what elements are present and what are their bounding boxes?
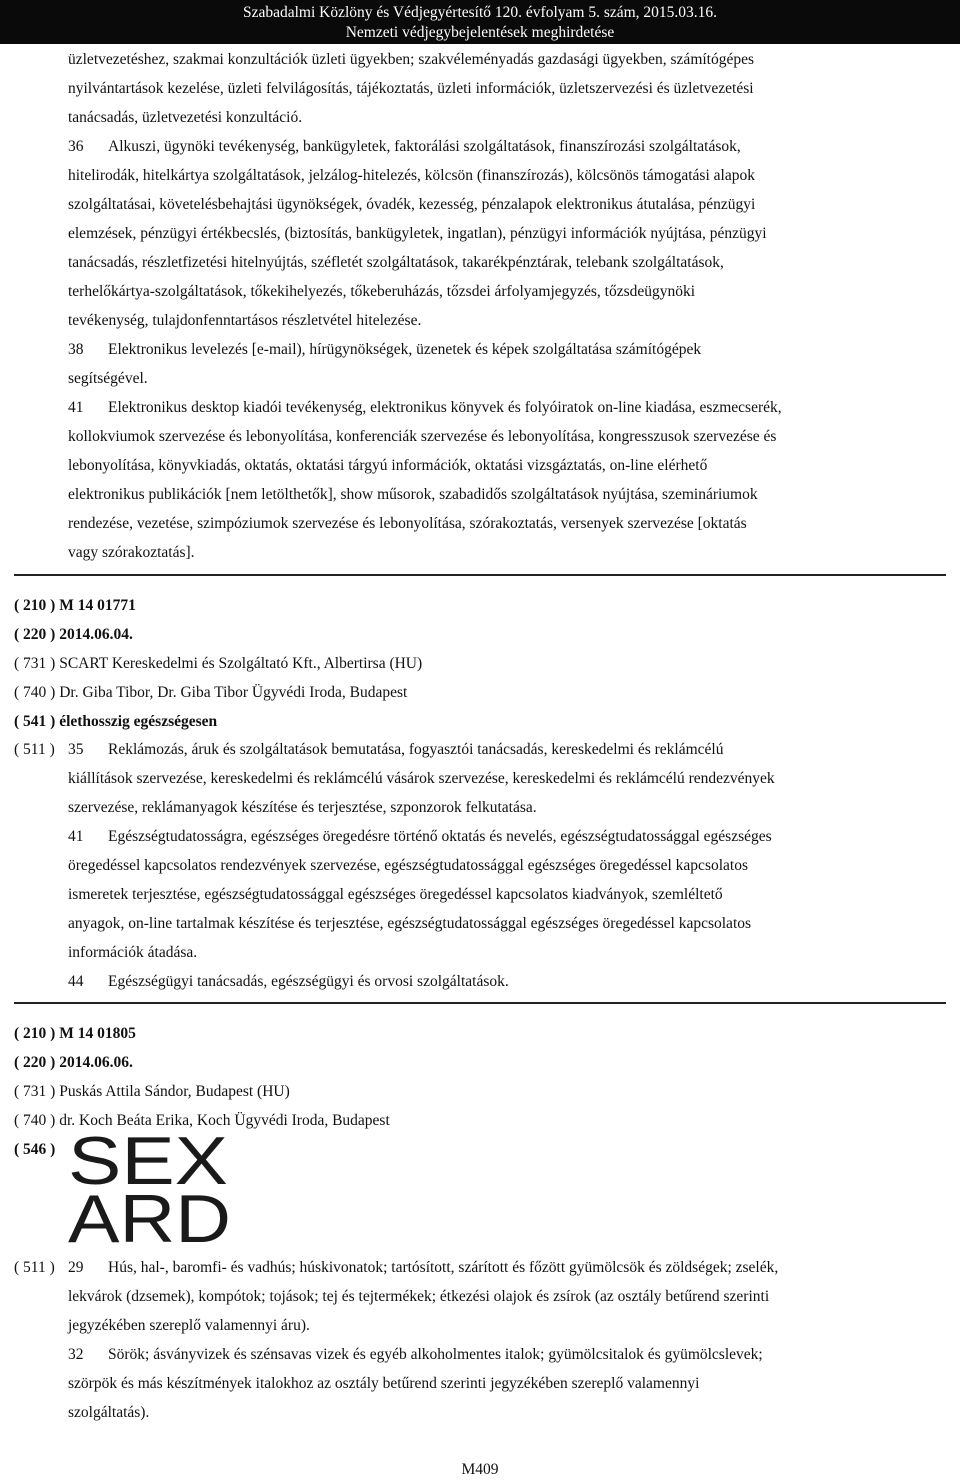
class-text-line: ismeretek terjesztése, egészségtudatossággal egészséges öregedéssel kapcsolatos kiadványok, szemléltető xyxy=(68,886,723,903)
class-text-line: tevékenység, tulajdonfenntartásos részletvétel hitelezése. xyxy=(68,312,422,329)
class-text-line: lebonyolítása, könyvkiadás, oktatás, oktatási tárgyú információk, oktatási vizsgáztatás, on-line elérhető xyxy=(68,457,708,474)
class-text-line: információk átadása. xyxy=(68,944,198,961)
field-511-label: ( 511 ) xyxy=(14,1259,55,1276)
class-text-line: Elektronikus levelezés [e-mail), hírügynökségek, üzenetek és képek szolgáltatása számítógépek xyxy=(108,341,702,358)
field-210: ( 210 ) M 14 01805 xyxy=(14,1025,136,1042)
journal-title: Szabadalmi Közlöny és Védjegyértesítő 120. évfolyam 5. szám, 2015.03.16. xyxy=(242,4,718,21)
class-text-line: vagy szórakoztatás]. xyxy=(68,544,195,561)
class-code: 41 xyxy=(68,399,84,416)
class-text-line: lekvárok (dzsemek), kompótok; tojások; tej és tejtermékek; étkezési olajok és zsírok (az osztály betűrend szerinti xyxy=(68,1288,770,1305)
class-text-line: hitelirodák, hitelkártya szolgáltatások, jelzálog-hitelezés, kölcsön (finanszírozás), kölcsönös támogatási alapok xyxy=(68,167,755,184)
class-text-line: Egészségügyi tanácsadás, egészségügyi és orvosi szolgáltatások. xyxy=(108,973,509,990)
class-text-line: rendezése, vezetése, szimpóziumok szervezése és lebonyolítása, szórakoztatás, versenyek szervezése [oktatás xyxy=(68,515,747,532)
class-text-line: öregedéssel kapcsolatos rendezvények szervezése, egészségtudatossággal egészséges öregedéssel kapcsolatos xyxy=(68,857,748,874)
class-text-line: Reklámozás, áruk és szolgáltatások bemutatása, fogyasztói tanácsadás, kereskedelmi és reklámcélú xyxy=(108,741,724,758)
logo-line-2: ARD xyxy=(68,1181,231,1246)
field-740: ( 740 ) dr. Koch Beáta Erika, Koch Ügyvédi Iroda, Budapest xyxy=(14,1112,390,1129)
class-code: 38 xyxy=(68,341,84,358)
class-text-line: Sörök; ásványvizek és szénsavas vizek és egyéb alkoholmentes italok; gyümölcsitalok és gyümölcslevek; xyxy=(108,1346,763,1363)
field-210: ( 210 ) M 14 01771 xyxy=(14,597,136,614)
field-546: ( 546 ) xyxy=(14,1141,56,1158)
class-text-line: elemzések, pénzügyi értékbecslés, (biztosítás, bankügyletek, ingatlan), pénzügyi információk nyújtása, pénzügyi xyxy=(68,225,767,242)
intro-line: tanácsadás, üzletvezetési konzultáció. xyxy=(68,109,303,126)
class-code: 29 xyxy=(68,1259,84,1276)
class-text-line: terhelőkártya-szolgáltatások, tőkekihelyezés, tőkeberuházás, tőzsdei árfolyamjegyzés, tőzsdeügynöki xyxy=(68,283,696,300)
field-220: ( 220 ) 2014.06.06. xyxy=(14,1054,133,1071)
section-title: Nemzeti védjegybejelentések meghirdetése xyxy=(345,24,615,41)
class-code: 32 xyxy=(68,1346,84,1363)
field-731: ( 731 ) Puskás Attila Sándor, Budapest (HU) xyxy=(14,1083,290,1100)
class-code: 41 xyxy=(68,828,84,845)
field-511-label: ( 511 ) xyxy=(14,741,55,758)
class-text-line: Alkuszi, ügynöki tevékenység, bankügyletek, faktorálási szolgáltatások, finanszírozási szolgáltatások, xyxy=(108,138,741,155)
class-text-line: szervezése, reklámanyagok készítése és terjesztése, szponzorok felkutatása. xyxy=(68,799,537,816)
class-text-line: Egészségtudatosságra, egészséges öregedésre történő oktatás és nevelés, egészségtudatossággal egészséges xyxy=(108,828,772,845)
class-text-line: szolgáltatás). xyxy=(68,1404,150,1421)
field-220: ( 220 ) 2014.06.04. xyxy=(14,626,133,643)
page-header xyxy=(0,0,960,44)
class-text-line: szörpök és más készítmények italokhoz az osztály betűrend szerinti jegyzékében szereplő valamennyi xyxy=(68,1375,700,1392)
class-text-line: Hús, hal-, baromfi- és vadhús; húskivonatok; tartósított, szárított és főzött gyümölcsök és zöldségek; zselék, xyxy=(108,1259,779,1276)
intro-line: üzletvezetéshez, szakmai konzultációk üzleti ügyekben; szakvéleményadás gazdasági ügyekben, számítógépes xyxy=(68,51,755,68)
intro-line: nyilvántartások kezelése, üzleti felvilágosítás, tájékoztatás, üzleti információk, üzletszervezési és üzletvezetési xyxy=(68,80,754,97)
entry-separator xyxy=(14,574,946,576)
class-code: 35 xyxy=(68,741,84,758)
field-731: ( 731 ) SCART Kereskedelmi és Szolgáltató Kft., Albertirsa (HU) xyxy=(14,655,423,672)
class-code: 36 xyxy=(68,138,84,155)
trademark-logo xyxy=(68,1128,238,1246)
class-text-line: Elektronikus desktop kiadói tevékenység, elektronikus könyvek és folyóiratok on-line kiadása, eszmecserék, xyxy=(108,399,782,416)
class-text-line: kiállítások szervezése, kereskedelmi és reklámcélú vásárok szervezése, kereskedelmi és reklámcélú rendezvények xyxy=(68,770,775,787)
class-text-line: kollokviumok szervezése és lebonyolítása, konferenciák szervezése és lebonyolítása, kongresszusok szervezése és xyxy=(68,428,777,445)
page-number: M409 xyxy=(461,1461,499,1478)
logo-line-1: SEX xyxy=(68,1128,228,1199)
class-text-line: elektronikus publikációk [nem letölthetők], show műsorok, szabadidős szolgáltatások nyújtása, szemináriumok xyxy=(68,486,758,503)
class-text-line: szolgáltatásai, követelésbehajtási ügynökségek, óvadék, kezesség, pénzalapok elektronikus átutalása, pénzügyi xyxy=(68,196,756,213)
class-text-line: tanácsadás, részletfizetési hitelnyújtás, széfletét szolgáltatások, takarékpénztárak, telebank szolgáltatások, xyxy=(68,254,724,271)
entry-separator xyxy=(14,1002,946,1004)
class-text-line: anyagok, on-line tartalmak készítése és terjesztése, egészségtudatossággal egészséges öregedéssel kapcsolatos xyxy=(68,915,752,932)
class-text-line: segítségével. xyxy=(68,370,148,387)
class-text-line: jegyzékében szereplő valamennyi áru). xyxy=(68,1317,310,1334)
class-code: 44 xyxy=(68,973,84,990)
field-541: ( 541 ) élethosszig egészségesen xyxy=(14,713,218,730)
field-740: ( 740 ) Dr. Giba Tibor, Dr. Giba Tibor Ügyvédi Iroda, Budapest xyxy=(14,684,408,701)
